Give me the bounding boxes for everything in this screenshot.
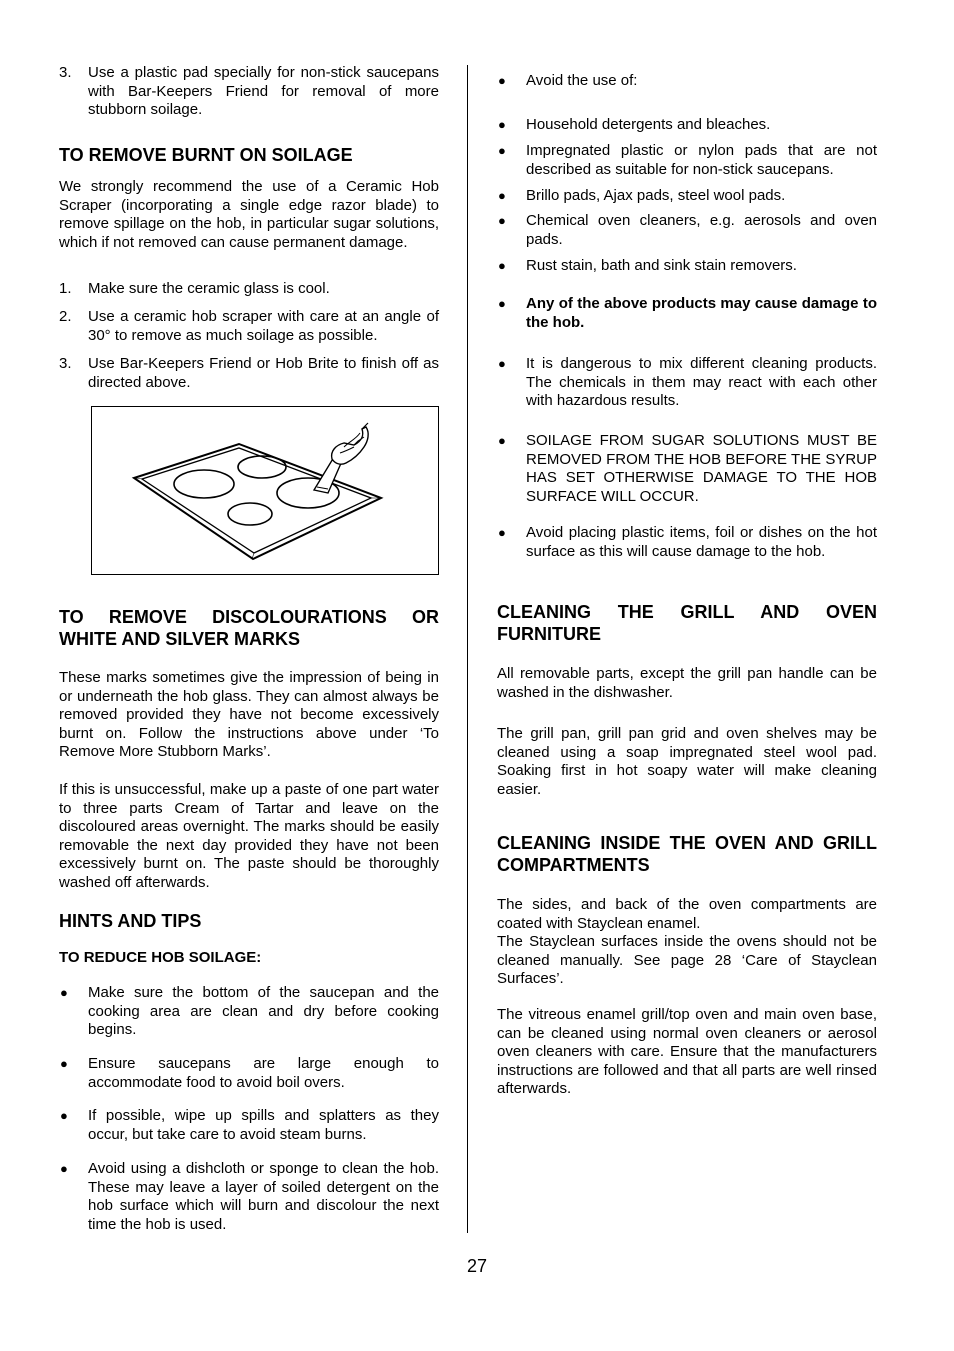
- step-number: 3.: [59, 355, 72, 372]
- inside-paragraph-1b: The Stayclean surfaces inside the ovens should not be cleaned manually. See page 28 ‘Care of Stayclean Surfaces’.: [497, 933, 877, 987]
- step-number: 1.: [59, 280, 72, 297]
- hint-text: If possible, wipe up spills and splatters as they occur, but take care to avoid steam burns.: [88, 1107, 439, 1143]
- step-number: 2.: [59, 308, 72, 325]
- column-divider: [467, 65, 468, 1233]
- bullet-icon: ●: [498, 117, 506, 132]
- section-heading-burnt: TO REMOVE BURNT ON SOILAGE: [59, 145, 353, 165]
- inside-paragraph-2: The vitreous enamel grill/top oven and main oven base, can be cleaned using normal oven cleaners or aerosol oven cleaners with care. Ensure that the manufacturers instructions are followed and that all parts are well rinsed afterwards.: [497, 1006, 877, 1097]
- bullet-icon: ●: [498, 213, 506, 228]
- section-heading-discolour: TO REMOVE DISCOLOURATIONS OR WHITE AND SILVER MARKS: [59, 607, 439, 649]
- avoid-intro-text: Avoid the use of:: [526, 72, 638, 89]
- mix-warning-text: It is dangerous to mix different cleaning products. The chemicals in them may react with each other with hazardous results.: [526, 355, 877, 409]
- hint-item: [59, 1055, 439, 1092]
- avoid-item-text: Rust stain, bath and sink stain removers.: [526, 257, 797, 274]
- numbered-step: [59, 308, 439, 345]
- hob-scraper-figure: [91, 406, 439, 575]
- hint-item: [59, 1160, 439, 1234]
- bullet-icon: ●: [498, 73, 506, 88]
- discolour-paragraph-1: These marks sometimes give the impression of being in or underneath the hob glass. They can almost always be removed provided they have not become excessively burnt on. Follow the instructions above under ‘To Remove More Stubborn Marks’.: [59, 669, 439, 760]
- burnt-intro-paragraph: We strongly recommend the use of a Ceramic Hob Scraper (incorporating a single edge razor blade) to remove spillage on the hob, in particular sugar solutions, which if not removed can cause permanent damage.: [59, 178, 439, 251]
- avoid-item-text: Brillo pads, Ajax pads, steel wool pads.: [526, 187, 786, 204]
- bullet-icon: ●: [498, 433, 506, 448]
- step-text: Make sure the ceramic glass is cool.: [88, 280, 330, 297]
- inside-paragraph-1a: The sides, and back of the oven compartments are coated with Stayclean enamel.: [497, 896, 877, 932]
- hint-text: Avoid using a dishcloth or sponge to clean the hob. These may leave a layer of soiled detergent on the hob surface which will burn and discolour the next time the hob is used.: [88, 1160, 439, 1233]
- page-number: 27: [466, 1256, 488, 1276]
- bullet-icon: ●: [498, 258, 506, 273]
- numbered-step: [59, 64, 439, 120]
- mix-warning-item: [497, 355, 877, 411]
- avoid-item: [497, 212, 877, 249]
- sugar-warning-item: [497, 432, 877, 506]
- numbered-step: [59, 280, 439, 299]
- step-text: Use a ceramic hob scraper with care at an angle of 30° to remove as much soilage as possible.: [88, 308, 439, 344]
- subheading-reduce-soilage: TO REDUCE HOB SOILAGE:: [59, 949, 262, 966]
- section-heading-hints: HINTS AND TIPS: [59, 911, 202, 931]
- bullet-icon: ●: [498, 296, 506, 311]
- bullet-icon: ●: [498, 143, 506, 158]
- grill-paragraph-1: All removable parts, except the grill pan handle can be washed in the dishwasher.: [497, 665, 877, 701]
- hint-item: [59, 984, 439, 1040]
- plastic-warning-text: Avoid placing plastic items, foil or dishes on the hot surface as this will cause damage to the hob.: [526, 524, 877, 560]
- sugar-warning-text: SOILAGE FROM SUGAR SOLUTIONS MUST BE REMOVED FROM THE HOB BEFORE THE SYRUP HAS SET OTHERWISE DAMAGE TO THE HOB SURFACE WILL OCCUR.: [526, 432, 877, 505]
- step-text: Use a plastic pad specially for non-stick saucepans with Bar-Keepers Friend for removal of more stubborn soilage.: [88, 64, 439, 118]
- hob-scraper-illustration-icon: [92, 407, 438, 574]
- step-text: Use Bar-Keepers Friend or Hob Brite to finish off as directed above.: [88, 355, 439, 391]
- bullet-icon: ●: [60, 985, 68, 1000]
- avoid-intro-item: [497, 72, 877, 91]
- avoid-item: [497, 116, 877, 135]
- plastic-warning-item: [497, 524, 877, 561]
- avoid-item-text: Household detergents and bleaches.: [526, 116, 771, 133]
- bullet-icon: ●: [60, 1056, 68, 1071]
- damage-warning-text: Any of the above products may cause damage to the hob.: [526, 295, 877, 331]
- section-heading-grill: CLEANING THE GRILL AND OVEN FURNITURE: [497, 602, 877, 644]
- grill-paragraph-2: The grill pan, grill pan grid and oven shelves may be cleaned using a soap impregnated steel wool pad. Soaking first in hot soapy water will make cleaning easier.: [497, 725, 877, 798]
- avoid-item: [497, 187, 877, 206]
- bullet-icon: ●: [498, 188, 506, 203]
- numbered-step: [59, 355, 439, 392]
- avoid-item-text: Impregnated plastic or nylon pads that are not described as suitable for non-stick saucepans.: [526, 142, 877, 178]
- avoid-item: [497, 257, 877, 276]
- bullet-icon: ●: [60, 1161, 68, 1176]
- bullet-icon: ●: [60, 1108, 68, 1123]
- bullet-icon: ●: [498, 525, 506, 540]
- hint-text: Ensure saucepans are large enough to accommodate food to avoid boil overs.: [88, 1055, 439, 1091]
- damage-warning-item: [497, 295, 877, 332]
- avoid-item: [497, 142, 877, 179]
- avoid-item-text: Chemical oven cleaners, e.g. aerosols and oven pads.: [526, 212, 877, 248]
- step-number: 3.: [59, 64, 72, 81]
- section-heading-inside: CLEANING INSIDE THE OVEN AND GRILL COMPARTMENTS: [497, 833, 877, 875]
- hint-item: [59, 1107, 439, 1144]
- bullet-icon: ●: [498, 356, 506, 371]
- discolour-paragraph-2: If this is unsuccessful, make up a paste of one part water to three parts Cream of Tartar and leave on the discoloured areas overnight. The marks should be easily removable the next day provided they have not been excessively burnt on. The paste should be thoroughly washed off afterwards.: [59, 781, 439, 891]
- hint-text: Make sure the bottom of the saucepan and the cooking area are clean and dry before cooking begins.: [88, 984, 439, 1038]
